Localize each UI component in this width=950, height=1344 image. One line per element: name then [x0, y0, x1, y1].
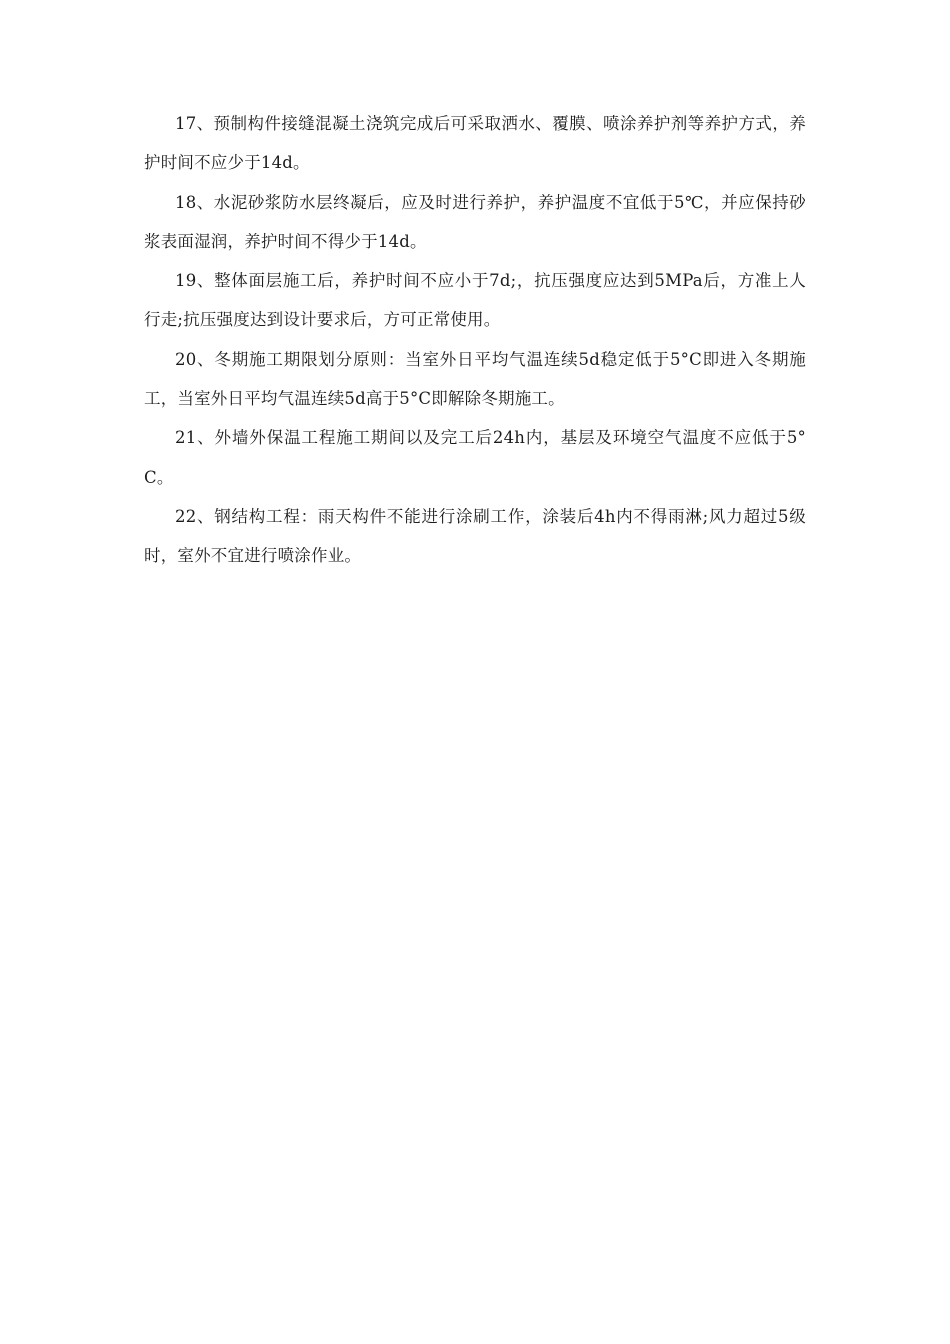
paragraph-17: 17、预制构件接缝混凝土浇筑完成后可采取洒水、覆膜、喷涂养护剂等养护方式，养护时间不应少于14d。 [144, 114, 806, 173]
paragraph-21: 21、外墙外保温工程施工期间以及完工后24h内，基层及环境空气温度不应低于5°C。 [144, 428, 806, 487]
paragraph-18: 18、水泥砂浆防水层终凝后，应及时进行养护，养护温度不宜低于5℃，并应保持砂浆表面湿润，养护时间不得少于14d。 [144, 192, 806, 251]
paragraph-22: 22、钢结构工程：雨天构件不能进行涂刷工作，涂装后4h内不得雨淋;风力超过5级时，室外不宜进行喷涂作业。 [144, 506, 806, 566]
paragraph-20: 20、冬期施工期限划分原则：当室外日平均气温连续5d稳定低于5°C即进入冬期施工，当室外日平均气温连续5d高于5°C即解除冬期施工。 [144, 349, 806, 409]
paragraph-19: 19、整体面层施工后，养护时间不应小于7d;，抗压强度应达到5MPa后，方准上人行走;抗压强度达到设计要求后，方可正常使用。 [144, 271, 806, 330]
document-body [144, 104, 806, 576]
